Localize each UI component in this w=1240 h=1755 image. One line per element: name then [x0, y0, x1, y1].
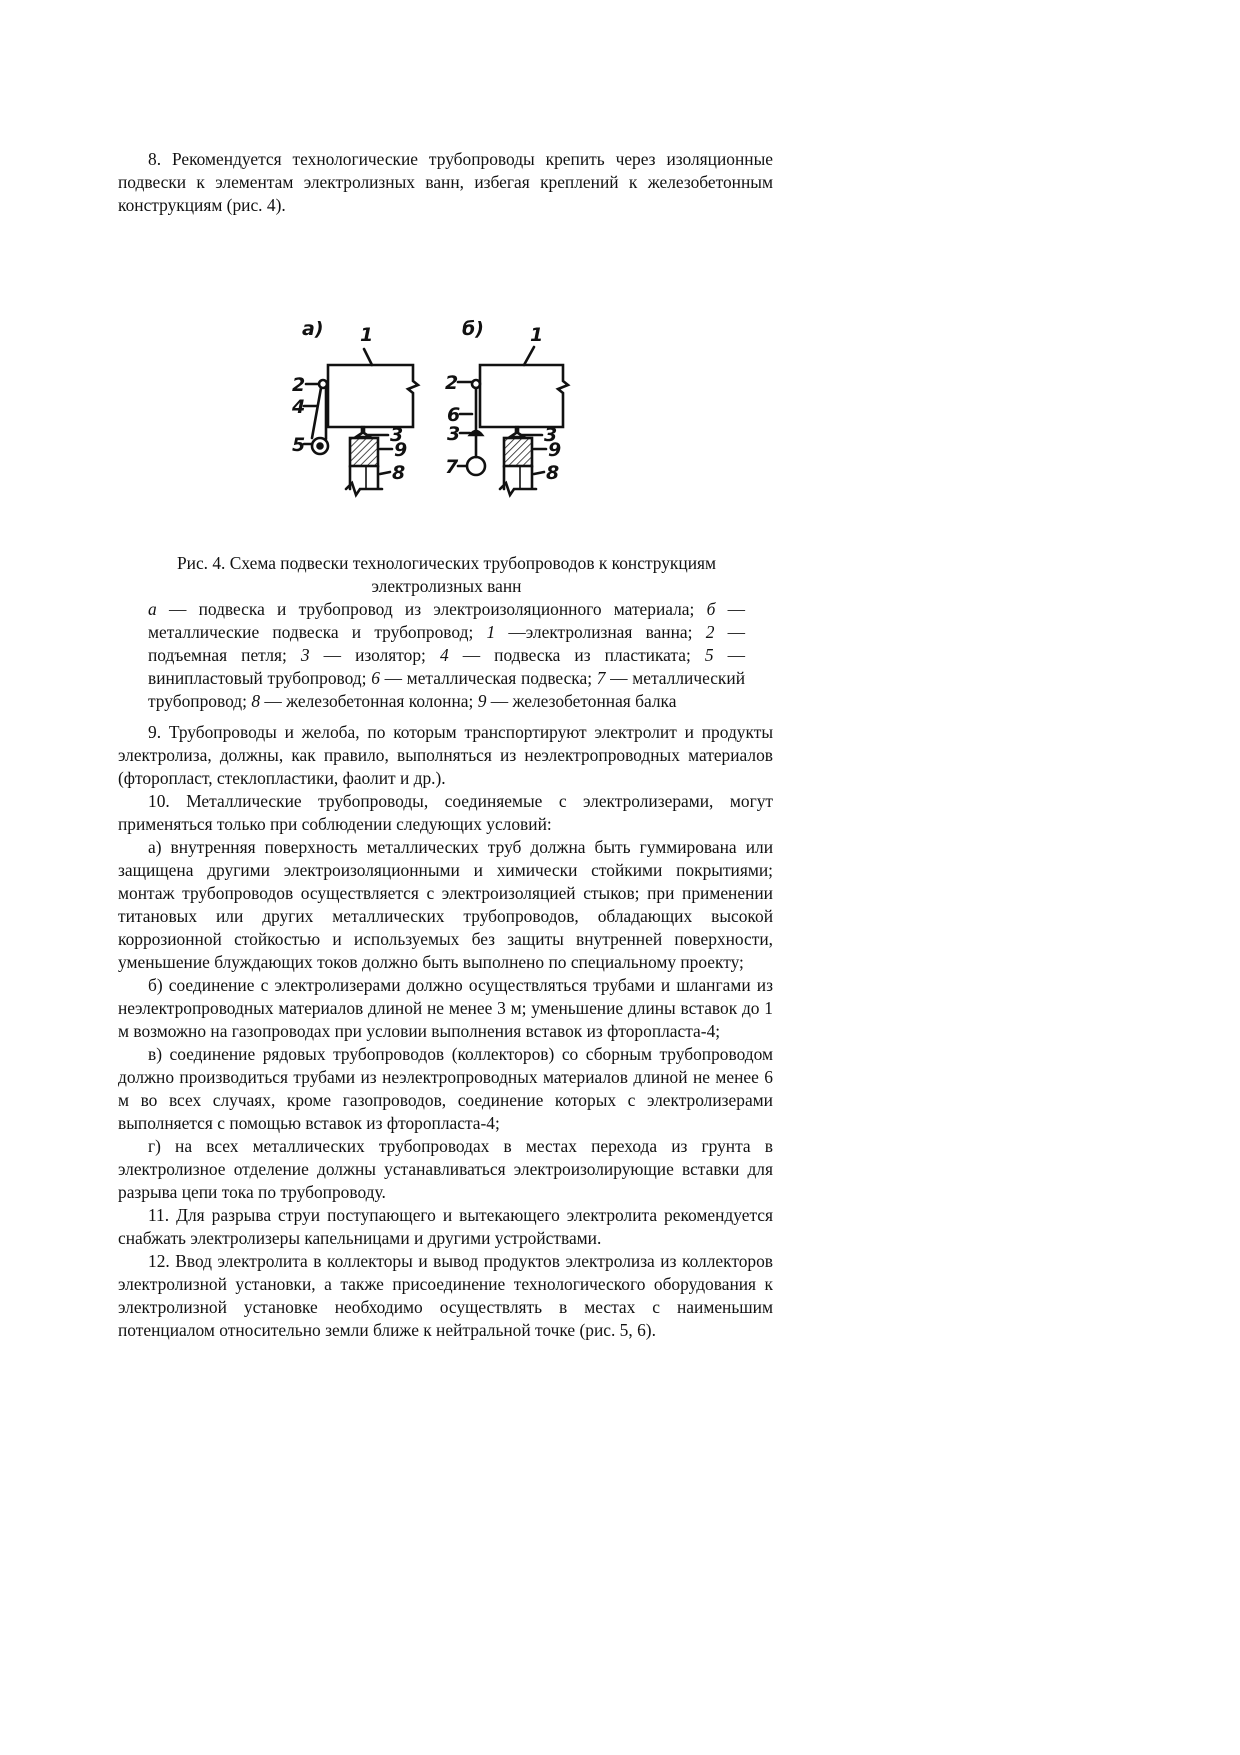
callout-2a: 2	[292, 374, 306, 396]
figure-caption	[148, 552, 745, 713]
legend-key-6: 6	[371, 668, 380, 688]
legend-key-a: а	[148, 599, 157, 619]
legend-key-4: 4	[439, 645, 449, 665]
pipe-b	[467, 457, 485, 475]
paragraph-10d: г) на всех металлических трубопроводах в местах перехода из грунта в электролизное отделение должны устанавливаться электроизолирующие вставки для разрыва цепи тока по трубопроводу.	[118, 1136, 773, 1202]
suspension-diagram	[290, 309, 596, 523]
leader-1a	[364, 349, 372, 365]
column-a	[346, 466, 382, 495]
legend-key-9: 9	[477, 691, 487, 711]
callout-5a: 5	[292, 434, 306, 456]
callout-8b: 8	[546, 462, 560, 484]
label-a: а)	[302, 318, 324, 340]
leader-8b	[534, 472, 544, 474]
document-page	[118, 148, 773, 1342]
callout-8a: 8	[392, 462, 406, 484]
caption-title: Рис. 4. Схема подвески технологических трубопроводов к конструкциям электролизных ванн	[176, 553, 717, 596]
callout-1a: 1	[360, 324, 374, 346]
paragraph-10: 10. Металлические трубопроводы, соединяемые с электролизерами, могут применяться только при соблюдении следующих условий:	[118, 791, 773, 834]
strap-left	[312, 388, 321, 438]
callout-4a: 4	[292, 396, 306, 418]
paragraph-8: 8. Рекомендуется технологические трубопроводы крепить через изоляционные подвески к элементам электролизных ванн, избегая креплений к железобетонным конструкциям (рис. 4).	[118, 149, 773, 215]
callout-2b: 2	[445, 372, 459, 394]
legend-key-7: 7	[596, 668, 606, 688]
figure-4	[118, 217, 773, 552]
legend-key-8: 8	[251, 691, 261, 711]
leader-8a	[380, 472, 390, 474]
beam-a	[350, 438, 378, 466]
callout-3b2: 3	[544, 424, 558, 446]
legend-key-b: б	[706, 599, 716, 619]
callout-3b: 3	[447, 423, 461, 445]
column-b	[500, 466, 536, 495]
paragraph-10b: б) соединение с электролизерами должно осуществляться трубами и шлангами из неэлектропроводных материалов длиной не менее 3 м; уменьшение длины вставок до 1 м возможно на газопроводах при условии выполнения вставок из фторопласта-4;	[118, 975, 773, 1041]
callout-1b: 1	[530, 324, 544, 346]
beam-b	[504, 438, 532, 466]
bath-a	[328, 365, 418, 427]
leader-1b	[524, 347, 534, 365]
callout-9a: 9	[394, 439, 408, 461]
legend-key-2: 2	[705, 622, 715, 642]
paragraph-10a: а) внутренняя поверхность металлических труб должна быть гуммирована или защищена другими электроизоляционными и химически стойкими покрытиями; монтаж трубопроводов осуществляется с электроизоляцией стыков; при применении титановых или других металлических трубопроводов, обладающих высокой коррозионной стойкостью и используемых без защиты внутренней поверхности, уменьшение блуждающих токов должно быть выполнено по специальному проекту;	[118, 837, 773, 972]
paragraph-10c: в) соединение рядовых трубопроводов (коллекторов) со сборным трубопроводом должно производиться трубами из неэлектропроводных материалов длиной не менее 6 м во всех случаях, кроме газопроводов, соединение которых с электролизерами выполняется с помощью вставок из фторопласта-4;	[118, 1044, 773, 1133]
caption-legend: а — подвеска и трубопровод из электроизоляционного материала; б — металлические подвеска и трубопровод; 1 —электролизная ванна; 2 — подъемная петля; 3 — изолятор; 4 — подвеска из пластиката; 5 — винипластовый трубопровод; 6 — металлическая подвеска; 7 — металлический трубопровод; 8 — железобетонная колонна; 9 — железобетонная балка	[148, 599, 745, 711]
legend-key-3: 3	[300, 645, 310, 665]
bath-b	[480, 365, 568, 427]
paragraph-11: 11. Для разрыва струи поступающего и вытекающего электролита рекомендуется снабжать электролизеры капельницами и другими устройствами.	[118, 1205, 773, 1248]
legend-key-5: 5	[704, 645, 714, 665]
paragraph-9: 9. Трубопроводы и желоба, по которым транспортируют электролит и продукты электролиза, должны, как правило, выполняться из неэлектропроводных материалов (фторопласт, стеклопластики, фаолит и др.).	[118, 722, 773, 788]
legend-key-1: 1	[486, 622, 496, 642]
callout-6b: 6	[447, 404, 461, 426]
callout-9b: 9	[548, 439, 562, 461]
callout-7b: 7	[445, 456, 459, 478]
paragraph-12: 12. Ввод электролита в коллекторы и вывод продуктов электролиза из коллекторов электролизной установки, а также присоединение технологического оборудования к электролизной установке необходимо осуществлять в местах с наименьшим потенциалом относительно земли ближе к нейтральной точке (рис. 5, 6).	[118, 1251, 773, 1340]
callout-3a: 3	[390, 424, 404, 446]
insulator-b	[470, 431, 482, 435]
label-b: б)	[462, 318, 484, 340]
